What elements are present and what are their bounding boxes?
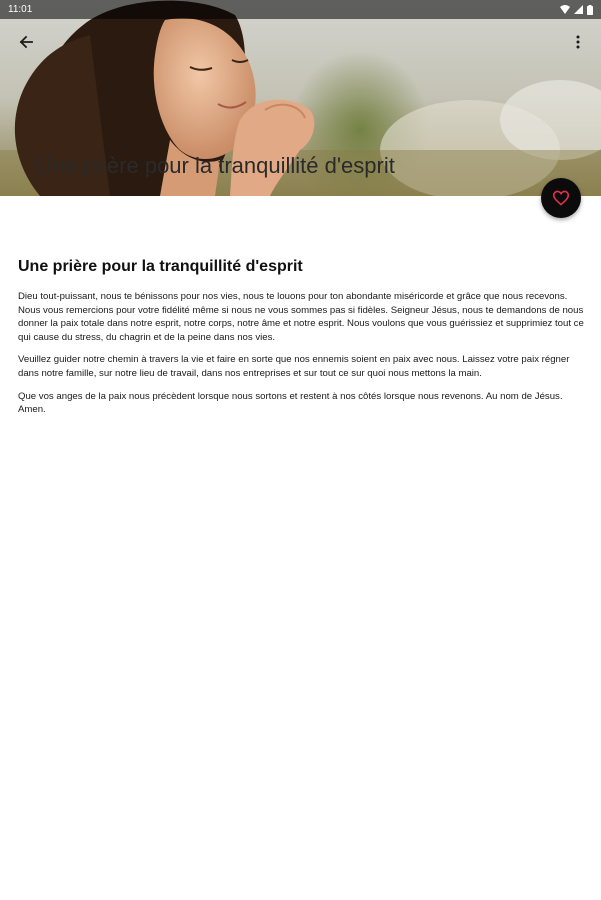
prayer-paragraph: Veuillez guider notre chemin à travers la vie et faire en sorte que nos ennemis soient en paix avec nous. Laissez votre paix régner dans notre famille, sur notre lieu de travail, dans nos entreprises et sur tout ce sur quoi nous mettons la main. — [18, 354, 570, 379]
status-bar — [0, 0, 601, 19]
header-image — [0, 0, 601, 196]
prayer-title: Une prière pour la tranquillité d'esprit — [18, 258, 303, 275]
favorite-button[interactable] — [541, 178, 581, 218]
arrow-back-icon — [19, 35, 33, 49]
wifi-icon — [560, 5, 570, 14]
heart-outline-icon — [552, 190, 570, 206]
collapsing-toolbar-title: Une prière pour la tranquillité d'esprit — [36, 153, 395, 178]
back-button[interactable] — [16, 32, 36, 52]
battery-icon — [587, 5, 593, 15]
status-time: 11:01 — [8, 4, 33, 15]
prayer-paragraph: Que vos anges de la paix nous précèdent lorsque nous sortons et restent à nos côtés lorsque nous revenons. Au nom de Jésus. Amen. — [18, 390, 563, 416]
signal-icon — [574, 5, 583, 14]
prayer-paragraph: Dieu tout-puissant, nous te bénissons pour nos vies, nous te louons pour ton abondante miséricorde et grâce que nous recevons. Nous vous remercions pour votre fidélité même si nous ne vous sommes pas si fidèles. Seigneur Jésus, nous te demandons de nous donner la paix totale dans notre esprit, notre corps, notre âme et notre esprit. Nous voulons que vous guérissiez et supprimiez tout ce qui cause du stress, du chagrin et de la peine dans nos vies. — [18, 291, 584, 343]
more-vertical-icon — [576, 35, 580, 49]
prayer-content — [18, 258, 584, 426]
overflow-menu-button[interactable] — [568, 32, 588, 52]
status-icons — [560, 5, 593, 15]
